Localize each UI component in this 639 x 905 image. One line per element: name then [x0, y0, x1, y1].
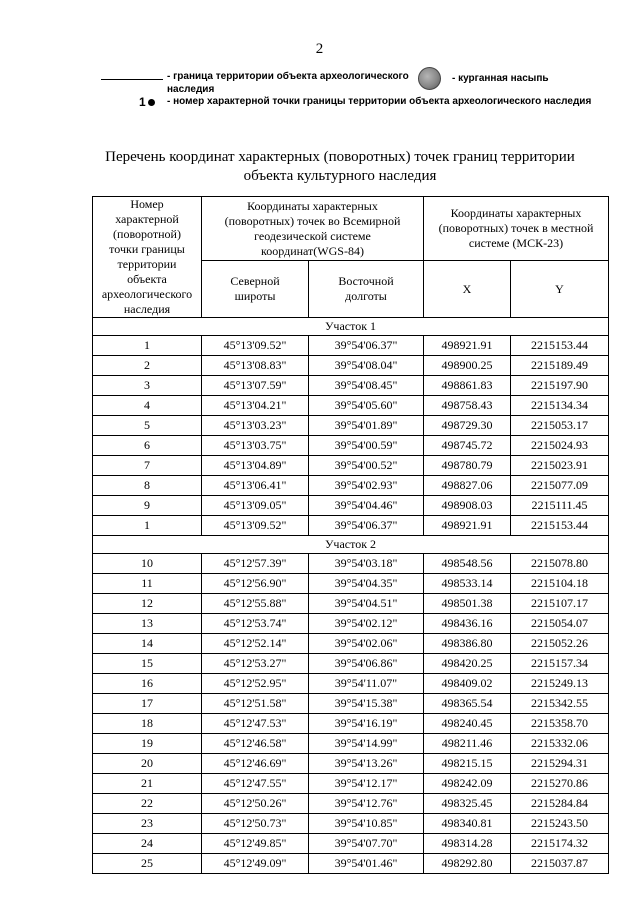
header-text-line: геодезической системе: [254, 228, 371, 243]
cell-y: 2215174.32: [511, 834, 609, 854]
cell-lat: 45°13'07.59": [202, 376, 309, 396]
cell-lat: 45°12'50.26": [202, 794, 309, 814]
cell-lon: 39°54'08.45": [309, 376, 424, 396]
table-row: [93, 674, 609, 694]
cell-n: 15: [93, 654, 202, 674]
table-row: [93, 694, 609, 714]
cell-n: 19: [93, 734, 202, 754]
cell-n: 7: [93, 456, 202, 476]
cell-x: 498501.38: [424, 594, 511, 614]
cell-lat: 45°13'06.41": [202, 476, 309, 496]
cell-y: 2215052.26: [511, 634, 609, 654]
cell-lat: 45°13'03.75": [202, 436, 309, 456]
cell-y: 2215332.06: [511, 734, 609, 754]
cell-x: 498745.72: [424, 436, 511, 456]
cell-n: 22: [93, 794, 202, 814]
point-number-example: 1: [139, 95, 146, 109]
cell-x: 498292.80: [424, 854, 511, 874]
table-row: [93, 416, 609, 436]
cell-y: 2215197.90: [511, 376, 609, 396]
cell-x: 498420.25: [424, 654, 511, 674]
cell-lat: 45°12'53.74": [202, 614, 309, 634]
cell-x: 498533.14: [424, 574, 511, 594]
cell-x: 498340.81: [424, 814, 511, 834]
cell-n: 24: [93, 834, 202, 854]
cell-y: 2215104.18: [511, 574, 609, 594]
cell-n: 23: [93, 814, 202, 834]
cell-lon: 39°54'04.51": [309, 594, 424, 614]
cell-n: 8: [93, 476, 202, 496]
cell-lat: 45°13'03.23": [202, 416, 309, 436]
cell-x: 498365.54: [424, 694, 511, 714]
boundary-line-symbol: [101, 79, 163, 80]
cell-y: 2215358.70: [511, 714, 609, 734]
title-line-1: Перечень координат характерных (поворотных) точек границ территории: [105, 149, 575, 165]
cell-n: 5: [93, 416, 202, 436]
legend: [0, 0, 639, 120]
cell-n: 16: [93, 674, 202, 694]
section-header-row: [93, 536, 609, 554]
table-row: [93, 456, 609, 476]
cell-lon: 39°54'16.19": [309, 714, 424, 734]
cell-y: 2215153.44: [511, 516, 609, 536]
header-text-line: Северной: [230, 274, 280, 288]
cell-y: 2215342.55: [511, 694, 609, 714]
cell-lat: 45°12'56.90": [202, 574, 309, 594]
cell-lat: 45°13'04.89": [202, 456, 309, 476]
cell-lat: 45°12'52.95": [202, 674, 309, 694]
header-text-line: (поворотной): [113, 227, 181, 241]
header-text-line: характерной: [115, 212, 179, 226]
cell-x: 498325.45: [424, 794, 511, 814]
cell-lat: 45°12'49.85": [202, 834, 309, 854]
table-row: [93, 336, 609, 356]
cell-n: 14: [93, 634, 202, 654]
boundary-legend-label: - граница территории объекта археологического: [167, 71, 409, 82]
header-text-line: системе (МСК-23): [468, 236, 564, 250]
cell-x: 498900.25: [424, 356, 511, 376]
cell-lon: 39°54'14.99": [309, 734, 424, 754]
burial-mound-icon: [418, 67, 441, 90]
cell-y: 2215077.09: [511, 476, 609, 496]
table-row: [93, 854, 609, 874]
header-msk23-group: [424, 197, 609, 261]
cell-y: 2215243.50: [511, 814, 609, 834]
cell-lat: 45°12'53.27": [202, 654, 309, 674]
cell-lon: 39°54'06.37": [309, 516, 424, 536]
cell-lon: 39°54'07.70": [309, 834, 424, 854]
cell-lat: 45°13'09.05": [202, 496, 309, 516]
cell-x: 498548.56: [424, 554, 511, 574]
cell-x: 498409.02: [424, 674, 511, 694]
cell-y: 2215037.87: [511, 854, 609, 874]
boundary-legend-label-continued: наследия: [167, 84, 215, 95]
cell-lat: 45°12'46.58": [202, 734, 309, 754]
table-row: [93, 734, 609, 754]
cell-n: 2: [93, 356, 202, 376]
coordinates-table: [92, 196, 609, 874]
mound-legend-label: - курганная насыпь: [452, 73, 549, 84]
table-row: [93, 654, 609, 674]
table-row: [93, 794, 609, 814]
cell-x: 498729.30: [424, 416, 511, 436]
header-text-line: Координаты характерных: [247, 198, 378, 213]
header-text-line: (поворотных) точек в местной: [438, 221, 594, 235]
header-text-line: территории: [117, 257, 177, 271]
cell-lon: 39°54'15.38": [309, 694, 424, 714]
table-row: [93, 614, 609, 634]
table-row: [93, 594, 609, 614]
header-text-line: координат(WGS-84): [261, 243, 364, 258]
cell-x: 498386.80: [424, 634, 511, 654]
cell-x: 498908.03: [424, 496, 511, 516]
cell-y: 2215053.17: [511, 416, 609, 436]
table-row: [93, 436, 609, 456]
cell-n: 1: [93, 336, 202, 356]
cell-x: 498827.06: [424, 476, 511, 496]
cell-n: 10: [93, 554, 202, 574]
cell-y: 2215111.45: [511, 496, 609, 516]
cell-y: 2215270.86: [511, 774, 609, 794]
table-row: [93, 396, 609, 416]
cell-lon: 39°54'04.46": [309, 496, 424, 516]
cell-lat: 45°13'04.21": [202, 396, 309, 416]
header-latitude: [202, 261, 309, 318]
cell-lon: 39°54'06.37": [309, 336, 424, 356]
cell-n: 11: [93, 574, 202, 594]
cell-y: 2215054.07: [511, 614, 609, 634]
cell-n: 6: [93, 436, 202, 456]
cell-x: 498242.09: [424, 774, 511, 794]
table-row: [93, 574, 609, 594]
header-text-line: (поворотных) точек во Всемирной: [224, 213, 401, 228]
cell-lat: 45°12'47.55": [202, 774, 309, 794]
cell-lat: 45°12'52.14": [202, 634, 309, 654]
cell-x: 498921.91: [424, 516, 511, 536]
cell-n: 12: [93, 594, 202, 614]
cell-n: 1: [93, 516, 202, 536]
cell-x: 498861.83: [424, 376, 511, 396]
table-row: [93, 516, 609, 536]
document-title: [60, 148, 620, 186]
header-wgs84-group: [202, 197, 424, 261]
cell-lat: 45°13'09.52": [202, 336, 309, 356]
cell-x: 498780.79: [424, 456, 511, 476]
cell-lon: 39°54'13.26": [309, 754, 424, 774]
table-row: [93, 834, 609, 854]
table-row: [93, 554, 609, 574]
cell-lon: 39°54'06.86": [309, 654, 424, 674]
cell-x: 498436.16: [424, 614, 511, 634]
cell-lon: 39°54'12.17": [309, 774, 424, 794]
header-text-line: Восточной: [338, 274, 394, 288]
cell-x: 498758.43: [424, 396, 511, 416]
table-row: [93, 356, 609, 376]
cell-y: 2215249.13: [511, 674, 609, 694]
table-row: [93, 714, 609, 734]
table-row: [93, 774, 609, 794]
section-title: Участок 1: [93, 318, 609, 336]
header-text-line: объекта: [127, 272, 167, 286]
cell-n: 18: [93, 714, 202, 734]
cell-n: 21: [93, 774, 202, 794]
cell-lon: 39°54'08.04": [309, 356, 424, 376]
header-text-line: археологического: [101, 287, 193, 301]
cell-n: 20: [93, 754, 202, 774]
cell-lon: 39°54'04.35": [309, 574, 424, 594]
table-row: [93, 754, 609, 774]
header-text-line: наследия: [123, 302, 171, 316]
table-row: [93, 634, 609, 654]
cell-n: 25: [93, 854, 202, 874]
cell-lon: 39°54'02.93": [309, 476, 424, 496]
cell-lat: 45°13'09.52": [202, 516, 309, 536]
cell-y: 2215023.91: [511, 456, 609, 476]
cell-lon: 39°54'10.85": [309, 814, 424, 834]
cell-lon: 39°54'05.60": [309, 396, 424, 416]
cell-lat: 45°12'57.39": [202, 554, 309, 574]
cell-y: 2215078.80: [511, 554, 609, 574]
table-row: [93, 496, 609, 516]
page-number: 2: [315, 41, 324, 57]
table-row: [93, 476, 609, 496]
section-title: Участок 2: [93, 536, 609, 554]
header-text-line: Координаты характерных: [450, 206, 582, 220]
cell-y: 2215157.34: [511, 654, 609, 674]
cell-y: 2215024.93: [511, 436, 609, 456]
cell-y: 2215153.44: [511, 336, 609, 356]
cell-y: 2215294.31: [511, 754, 609, 774]
section-header-row: [93, 318, 609, 336]
cell-lat: 45°13'08.83": [202, 356, 309, 376]
cell-lat: 45°12'51.58": [202, 694, 309, 714]
cell-lon: 39°54'03.18": [309, 554, 424, 574]
cell-lat: 45°12'50.73": [202, 814, 309, 834]
cell-lat: 45°12'55.88": [202, 594, 309, 614]
cell-lon: 39°54'02.06": [309, 634, 424, 654]
cell-x: 498215.15: [424, 754, 511, 774]
header-longitude: [309, 261, 424, 318]
cell-lat: 45°12'46.69": [202, 754, 309, 774]
cell-lat: 45°12'47.53": [202, 714, 309, 734]
cell-y: 2215284.84: [511, 794, 609, 814]
header-text-line: Номер: [130, 197, 164, 211]
cell-y: 2215107.17: [511, 594, 609, 614]
cell-x: 498240.45: [424, 714, 511, 734]
cell-y: 2215189.49: [511, 356, 609, 376]
cell-n: 4: [93, 396, 202, 416]
title-line-2: объекта культурного наследия: [243, 168, 437, 184]
header-text-line: долготы: [345, 289, 387, 303]
cell-y: 2215134.34: [511, 396, 609, 416]
cell-lon: 39°54'00.59": [309, 436, 424, 456]
table-row: [93, 376, 609, 396]
cell-n: 13: [93, 614, 202, 634]
cell-n: 9: [93, 496, 202, 516]
cell-lon: 39°54'11.07": [309, 674, 424, 694]
cell-n: 3: [93, 376, 202, 396]
cell-lon: 39°54'00.52": [309, 456, 424, 476]
cell-lon: 39°54'01.46": [309, 854, 424, 874]
cell-x: 498921.91: [424, 336, 511, 356]
cell-n: 17: [93, 694, 202, 714]
cell-lon: 39°54'01.89": [309, 416, 424, 436]
cell-x: 498211.46: [424, 734, 511, 754]
table-row: [93, 814, 609, 834]
point-dot-icon: [148, 99, 155, 106]
header-x: X: [424, 261, 511, 318]
header-point-number: [93, 197, 202, 318]
cell-lon: 39°54'02.12": [309, 614, 424, 634]
cell-lat: 45°12'49.09": [202, 854, 309, 874]
cell-lon: 39°54'12.76": [309, 794, 424, 814]
header-text-line: широты: [234, 289, 276, 303]
point-legend-label: - номер характерной точки границы территории объекта археологического наследия: [167, 96, 592, 107]
header-text-line: точки границы: [109, 242, 185, 256]
header-y: Y: [511, 261, 609, 318]
table-body: [93, 318, 609, 874]
cell-x: 498314.28: [424, 834, 511, 854]
